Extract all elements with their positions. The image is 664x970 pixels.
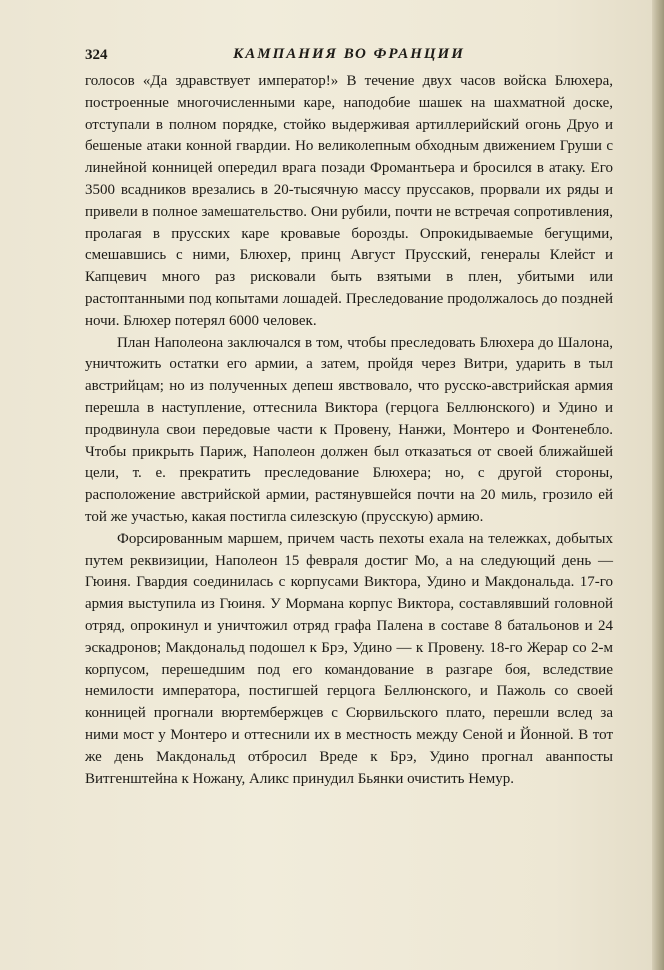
paragraph-1: голосов «Да здравствует император!» В течение двух часов войска Блюхера, построенные многочисленными каре, наподобие шашек на шахматной доске, отступали в полном порядке, стойко выдерживая артиллерийский огонь Друо и бешеные атаки конной гвардии. Но великолепным обходным движением Груши с линейной конницей опередил врага позади Фромантьера и бросился в атаку. Его 3500 всадников врезались в 20-тысячную массу пруссаков, прорвали их ряды и привели в полное замешательство. Они рубили, почти не встречая сопротивления, пролагая в прусских каре кровавые борозды. Опрокидываемые бегущими, смешавшись с ними, Блюхер, принц Август Прусский, генералы Клейст и Капцевич много раз рисковали быть взятыми в плен, убитыми или растоптанными под копытами лошадей. Преследование продолжалось до поздней ночи. Блюхер потерял 6000 человек. <box>85 73 613 329</box>
body-text <box>85 71 613 790</box>
page-number: 324 <box>85 47 108 63</box>
page-edge <box>652 0 664 970</box>
running-title: КАМПАНИЯ ВО ФРАНЦИИ <box>233 46 465 62</box>
running-head <box>85 44 613 70</box>
paragraph-2: План Наполеона заключался в том, чтобы преследовать Блюхера до Шалона, уничтожить остатки его армии, а затем, пройдя через Витри, ударить в тыл австрийцам; но из полученных депеш явствовало, что русско-австрийская армия перешла в наступление, оттеснила Виктора (герцога Беллюнского) и Удино и продвинула свои передовые части к Провену, Нанжи, Монтеро и Фонтенебло. Чтобы прикрыть Париж, Наполеон должен был отказаться от своей ближайшей цели, т. е. прекратить преследование Блюхера; но, с другой стороны, расположение австрийской армии, растянувшейся почти на 20 миль, грозило ей той же участью, какая постигла силезскую (прусскую) армию. <box>85 334 613 525</box>
paragraph-3: Форсированным маршем, причем часть пехоты ехала на тележках, добытых путем реквизиции, Наполеон 15 февраля достиг Мо, а на следующий день — Гюиня. Гвардия соединилась с корпусами Виктора, Удино и Макдональда. 17-го армия выступила из Гюиня. У Мормана корпус Виктора, составлявший головной отряд, опрокинул и уничтожил отряд графа Палена в составе 8 батальонов и 24 эскадронов; Макдональд подошел к Брэ, Удино — к Провену. 18-го Жерар со 2-м корпусом, перешедшим под его командование в разгаре боя, вследствие немилости императора, постигшей герцога Беллюнского, и Пажоль со своей конницей прогнали вюртембержцев с Сюрвильского плато, перешли вслед за ними мост у Монтеро и оттеснили их в местность между Сеной и Йонной. В тот же день Макдональд отбросил Вреде к Брэ, Удино прогнал аванпосты Витгенштейна к Ножану, Аликс принудил Бьянки очистить Немур. <box>85 530 613 787</box>
